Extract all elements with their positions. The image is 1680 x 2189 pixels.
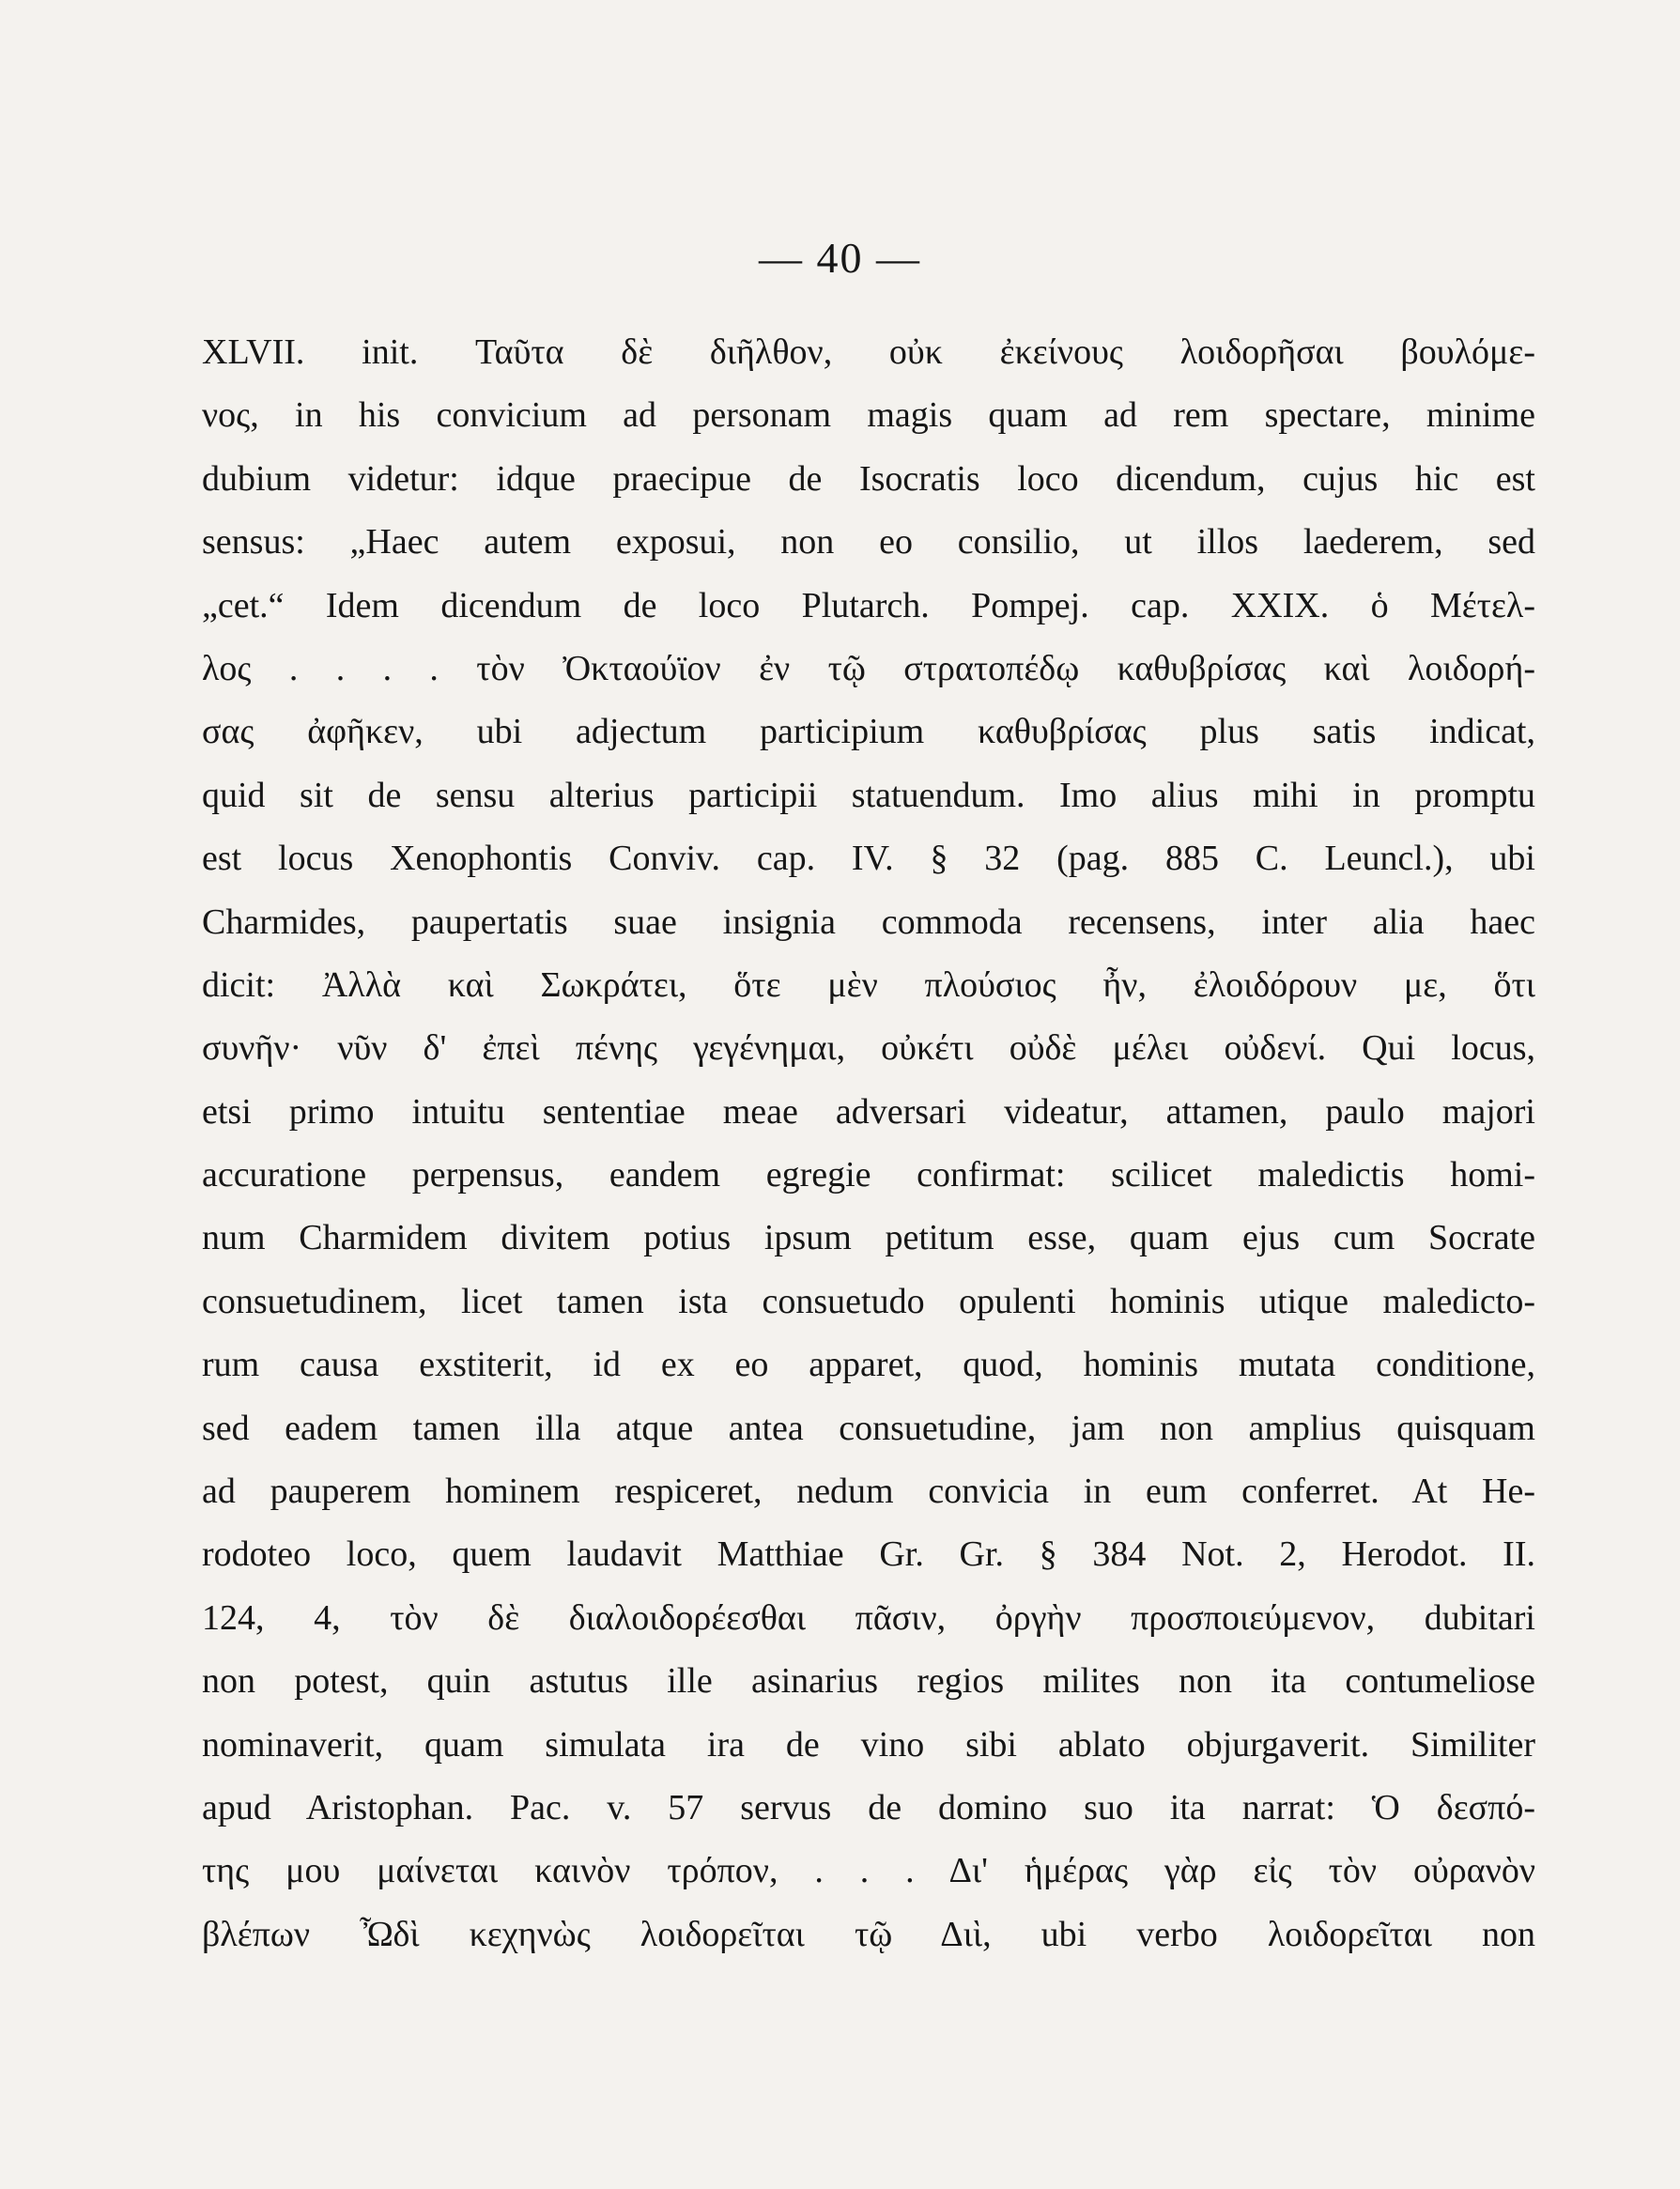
text-line: consuetudinem, licet tamen ista consuetudo opulenti hominis utique maledicto-: [202, 1281, 1535, 1321]
text-line: sensus: „Haec autem exposui, non eo consilio, ut illos laederem, sed: [202, 522, 1535, 563]
text-line: dubium videtur: idque praecipue de Isocratis loco dicendum, cujus hic est: [202, 458, 1535, 499]
text-line: ad pauperem hominem respiceret, nedum convicia in eum conferret. At He-: [202, 1472, 1535, 1512]
text-line: etsi primo intuitu sententiae meae adversari videatur, attamen, paulo majori: [202, 1091, 1535, 1132]
text-line: „cet.“ Idem dicendum de loco Plutarch. Pompej. cap. XXIX. ὁ Μέτελ-: [202, 585, 1535, 625]
text-line: rum causa exstiterit, id ex eo apparet, quod, hominis mutata conditione,: [202, 1345, 1535, 1385]
text-line: λος . . . . τὸν Ὀκταούϊον ἐν τῷ στρατοπέδῳ καθυβρίσας καὶ λοιδορή-: [202, 648, 1535, 688]
text-line: βλέπων Ὦδὶ κεχηνὼς λοιδορεῖται τῷ Διὶ, ubi verbo λοιδορεῖται non: [202, 1914, 1535, 1954]
text-line: νος, in his convicium ad personam magis quam ad rem spectare, minime: [202, 395, 1535, 436]
text-line: σας ἀφῆκεν, ubi adjectum participium καθυβρίσας plus satis indicat,: [202, 712, 1535, 752]
text-line: accuratione perpensus, eandem egregie confirmat: scilicet maledictis homi-: [202, 1155, 1535, 1195]
text-line: nominaverit, quam simulata ira de vino sibi ablato objurgaverit. Similiter: [202, 1724, 1535, 1765]
text-line: της μου μαίνεται καινὸν τρόπον, . . . Δι' ἡμέρας γὰρ εἰς τὸν οὐρανὸν: [202, 1851, 1535, 1891]
text-line: est locus Xenophontis Conviv. cap. IV. § 32 (pag. 885 C. Leuncl.), ubi: [202, 839, 1535, 879]
text-line: rodoteo loco, quem laudavit Matthiae Gr. Gr. § 384 Not. 2, Herodot. II.: [202, 1534, 1535, 1575]
text-line: quid sit de sensu alterius participii statuendum. Imo alius mihi in promptu: [202, 775, 1535, 815]
text-line: apud Aristophan. Pac. v. 57 servus de domino suo ita narrat: Ὁ δεσπό-: [202, 1787, 1535, 1827]
text-line: συνῆν· νῦν δ' ἐπεὶ πένης γεγένημαι, οὐκέτι οὐδὲ μέλει οὐδενί. Qui locus,: [202, 1028, 1535, 1069]
text-line: 124, 4, τὸν δὲ διαλοιδορέεσθαι πᾶσιν, ὀργὴν προσποιεύμενον, dubitari: [202, 1597, 1535, 1638]
text-line: dicit: Ἀλλὰ καὶ Σωκράτει, ὅτε μὲν πλούσιος ἦν, ἐλοιδόρουν με, ὅτι: [202, 964, 1535, 1005]
text-line: sed eadem tamen illa atque antea consuetudine, jam non amplius quisquam: [202, 1408, 1535, 1448]
text-line: non potest, quin astutus ille asinarius regios milites non ita contumeliose: [202, 1661, 1535, 1702]
text-line: XLVII. init. Ταῦτα δὲ διῆλθον, οὐκ ἐκείνους λοιδορῆσαι βουλόμε-: [202, 332, 1535, 372]
body-text: [202, 321, 1535, 1966]
text-line: num Charmidem divitem potius ipsum petitum esse, quam ejus cum Socrate: [202, 1218, 1535, 1258]
page-number: — 40 —: [759, 234, 921, 282]
text-line: Charmides, paupertatis suae insignia commoda recensens, inter alia haec: [202, 902, 1535, 942]
